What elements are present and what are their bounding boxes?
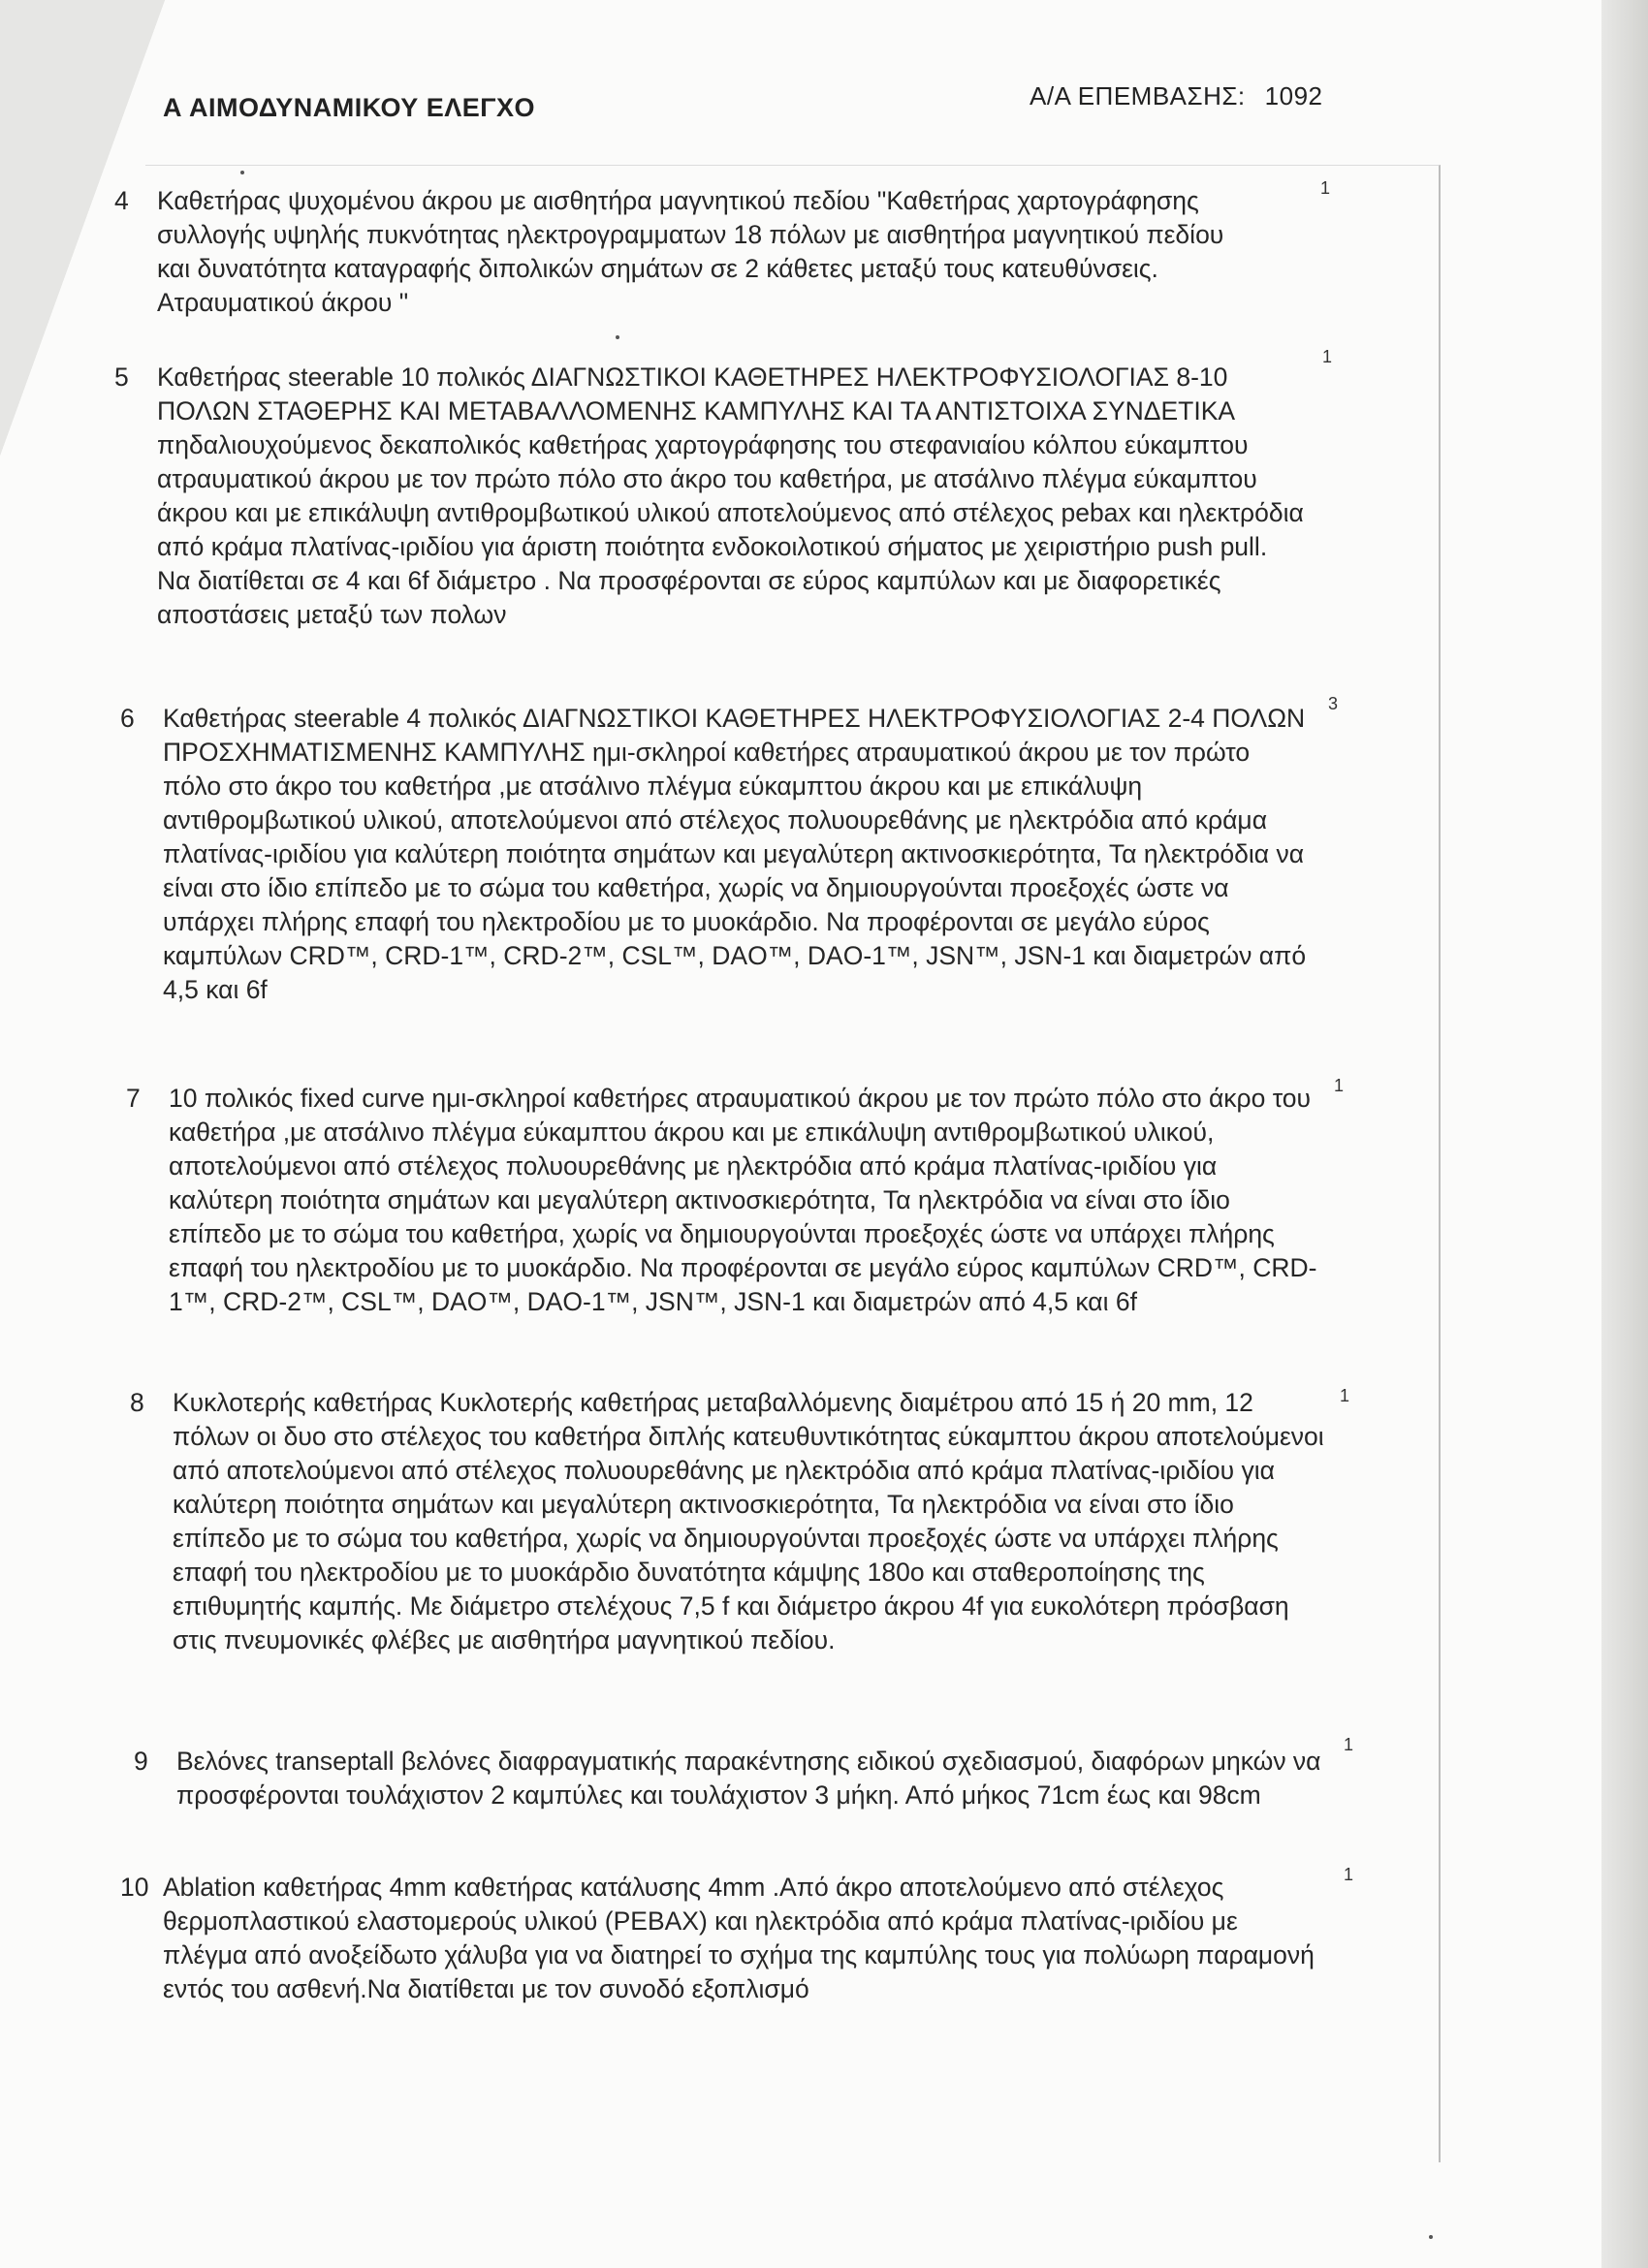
- scan-speck: [240, 171, 244, 174]
- item-quantity: 1: [1334, 1076, 1345, 1095]
- list-item: [126, 1082, 1328, 1319]
- list-item: [114, 361, 1307, 632]
- item-number: 9: [134, 1747, 148, 1776]
- scan-speck: [1429, 2235, 1433, 2239]
- item-description: Καθετήρας steerable 4 πολικός ΔΙΑΓΝΩΣΤΙΚΟΙ ΚΑΘΕΤΗΡΕΣ ΗΛΕΚΤΡΟΦΥΣΙΟΛΟΓΙΑΣ 2-4 ΠΟΛΩΝ ΠΡΟΣΧΗΜΑΤΙΣΜΕΝΗΣ ΚΑΜΠΥΛΗΣ ημι-σκληροί καθετήρες ατραυματικού άκρου με τον πρώτο πόλο στο άκρο του καθετήρα ,με ατσάλινο πλέγμα εύκαμπτου άκρου και με επικάλυψη αντιθρομβωτικού υλικού, αποτελούμενοι από στέλεχος πολυουρεθάνης με ηλεκτρόδια από κράμα πλατίνας-ιριδίου για καλύτερη ποιότητα σημάτων και μεγαλύτερη ακτινοσκιερότητα, Τα ηλεκτρόδια να είναι στο ίδιο επίπεδο με το σώμα του καθετήρα, χωρίς να δημιουργούνται προεξοχές ώστε να υπάρχει πλήρης επαφή του ηλεκτροδίου με το μυοκάρδιο. Να προφέρονται σε μεγάλο εύρος καμπύλων CRD™, CRD-1™, CRD-2™, CSL™, DAO™, DAO-1™, JSN™, JSN-1 και διαμετρών από 4,5 και 6f: [163, 704, 1307, 1004]
- list-item: [114, 184, 1258, 320]
- item-quantity: 1: [1344, 1735, 1354, 1754]
- operation-number-header: [1030, 81, 1323, 111]
- item-description: 10 πολικός fixed curve ημι-σκληροί καθετήρες ατραυματικού άκρου με τον πρώτο πόλο στο άκρο του καθετήρα ,με ατσάλινο πλέγμα εύκαμπτου άκρου και με επικάλυψη αντιθρομβωτικού υλικού, αποτελούμενοι από στέλεχος πολυουρεθάνης με ηλεκτρόδια από κράμα πλατίνας-ιριδίου για καλύτερη ποιότητα σημάτων και μεγαλύτερη ακτινοσκιερότητα, Τα ηλεκτρόδια να είναι στο ίδιο επίπεδο με το σώμα του καθετήρα, χωρίς να δημιουργούνται προεξοχές ώστε να υπάρχει πλήρης επαφή του ηλεκτροδίου με το μυοκάρδιο. Να προφέρονται σε μεγάλο εύρος καμπύλων CRD™, CRD-1™, CRD-2™, CSL™, DAO™, DAO-1™, JSN™, JSN-1 και διαμετρών από 4,5 και 6f: [169, 1084, 1317, 1316]
- item-number: 6: [120, 704, 135, 733]
- item-description: Ablation καθετήρας 4mm καθετήρας κατάλυσης 4mm .Από άκρο αποτελούμενο από στέλεχος θερμοπλαστικού ελαστομερούς υλικού (PEBAX) και ηλεκτρόδια από κράμα πλατίνας-ιριδίου με πλέγμα από ανοξείδωτο χάλυβα για να διατηρεί το σχήμα της καμπύλης τους για πολύωρη παραμονή εντός του ασθενή.Να διατίθεται με τον συνοδό εξοπλισμό: [163, 1873, 1315, 2003]
- document-title: Α ΑΙΜΟΔΥΝΑΜΙΚΟΥ ΕΛΕΓΧΟ: [163, 93, 536, 122]
- list-item: [130, 1386, 1332, 1657]
- item-number: 8: [130, 1388, 144, 1417]
- operation-number-label: Α/Α ΕΠΕΜΒΑΣΗΣ:: [1030, 81, 1246, 110]
- page-edge-shadow: [1601, 0, 1648, 2268]
- item-number: 5: [114, 362, 129, 392]
- list-item: [134, 1745, 1326, 1812]
- scan-speck: [616, 335, 619, 339]
- item-quantity: 3: [1328, 694, 1339, 713]
- item-quantity: 1: [1344, 1865, 1354, 1884]
- item-number: 4: [114, 186, 129, 215]
- operation-number-value: 1092: [1264, 81, 1323, 110]
- item-quantity: 1: [1340, 1386, 1350, 1405]
- list-item: [120, 1871, 1322, 2006]
- item-description: Κυκλοτερής καθετήρας Κυκλοτερής καθετήρας μεταβαλλόμενης διαμέτρου από 15 ή 20 mm, 12 πόλων οι δυο στο στέλεχος του καθετήρα διπλής κατευθυντικότητας εύκαμπτου άκρου αποτελούμενοι από αποτελούμενοι από στέλεχος πολυουρεθάνης με ηλεκτρόδια από κράμα πλατίνας-ιριδίου για καλύτερη ποιότητα σημάτων και μεγαλύτερη ακτινοσκιερότητα, Τα ηλεκτρόδια να είναι στο ίδιο επίπεδο με το σώμα του καθετήρα, χωρίς να δημιουργούνται προεξοχές ώστε να υπάρχει πλήρης επαφή του ηλεκτροδίου με το μυοκάρδιο δυνατότητα κάμψης 180ο και σταθεροποίησης της επιθυμητής καμπής. Με διάμετρο στελέχους 7,5 f και διάμετρο άκρου 4f για ευκολότερη πρόσβαση στις πνευμονικές φλέβες με αισθητήρα μαγνητικού πεδίου.: [173, 1388, 1324, 1654]
- item-description: Βελόνες transeptall βελόνες διαφραγματικής παρακέντησης ειδικού σχεδιασμού, διαφόρων μηκών να προσφέρονται τουλάχιστον 2 καμπύλες και τουλάχιστον 3 μήκη. Από μήκος 71cm έως και 98cm: [176, 1747, 1321, 1810]
- item-number: 7: [126, 1084, 141, 1113]
- item-quantity: 1: [1322, 347, 1333, 366]
- item-quantity: 1: [1320, 178, 1331, 198]
- list-item: [120, 702, 1313, 1007]
- item-description: Καθετήρας steerable 10 πολικός ΔΙΑΓΝΩΣΤΙΚΟΙ ΚΑΘΕΤΗΡΕΣ ΗΛΕΚΤΡΟΦΥΣΙΟΛΟΓΙΑΣ 8-10 ΠΟΛΩΝ ΣΤΑΘΕΡΗΣ ΚΑΙ ΜΕΤΑΒΑΛΛΟΜΕΝΗΣ ΚΑΜΠΥΛΗΣ ΚΑΙ ΤΑ ΑΝΤΙΣΤΟΙΧΑ ΣΥΝΔΕΤΙΚΑ πηδαλιουχούμενος δεκαπολικός καθετήρας χαρτογράφησης του στεφανιαίου κόλπου εύκαμπτου ατραυματικού άκρου με τον πρώτο πόλο στο άκρο του καθετήρα, με ατσάλινο πλέγμα εύκαμπτου άκρου και με επικάλυψη αντιθρομβωτικού υλικού αποτελούμενος από στέλεχος pebax και ηλεκτρόδια από κράμα πλατίνας-ιριδίου για άριστη ποιότητα ενδοκοιλοτικού σήματος με χειριστήριο push pull. Να διατίθεται σε 4 και 6f διάμετρο . Να προσφέρονται σε εύρος καμπύλων και με διαφορετικές αποστάσεις μεταξύ των πολων: [157, 362, 1304, 629]
- item-description: Καθετήρας ψυχομένου άκρου με αισθητήρα μαγνητικού πεδίου "Καθετήρας χαρτογράφησης συλλογής υψηλής πυκνότητας ηλεκτρογραμματων 18 πόλων με αισθητήρα μαγνητικού πεδίου και δυνατότητα καταγραφής διπολικών σημάτων σε 2 κάθετες μεταξύ τους κατευθύνσεις. Ατραυματικού άκρου ": [157, 186, 1224, 317]
- item-number: 10: [120, 1873, 149, 1902]
